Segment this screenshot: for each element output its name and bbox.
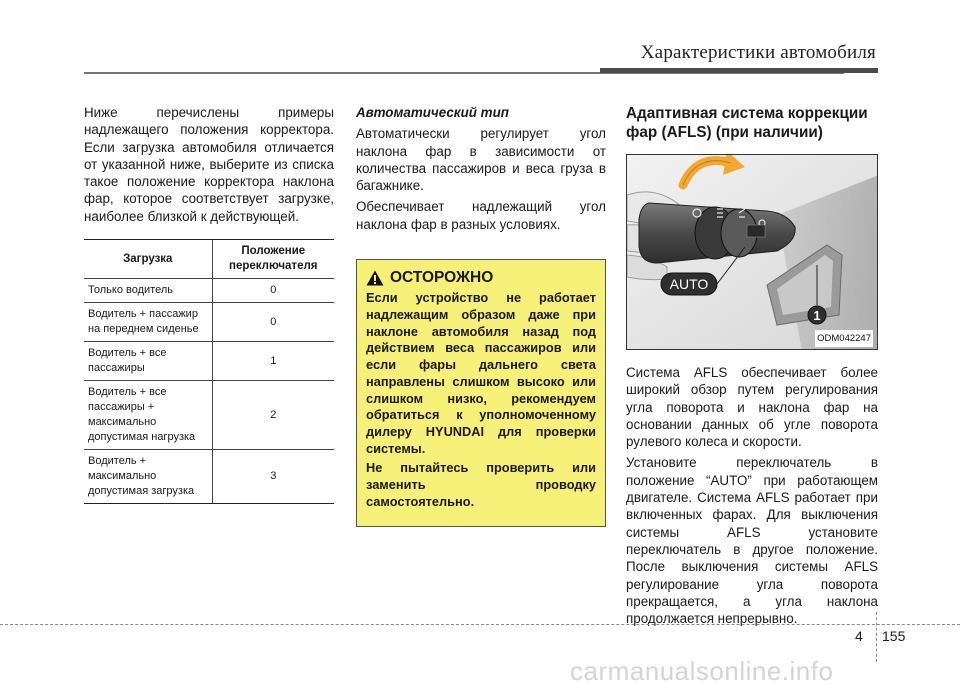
afls-paragraph-1: Система AFLS обеспечивает более широкий обзор путем регулирования угла поворота и наклона фар на основании данных об угле поворота рулевого колеса и скорости. [626,365,878,450]
headlamp-switch-illustration [627,155,878,350]
figure-caption: ODM042247 [815,330,873,347]
footer-vertical-divider [876,612,877,662]
auto-type-paragraph-2: Обеспечивает надлежащий угол наклона фар в разных условиях. [356,199,606,232]
table-row [84,303,334,342]
table-cell-position: 0 [212,279,334,303]
page-number: 155 [882,628,906,644]
watermark-text: carmanualsonline.info [570,656,834,686]
footer-dashed-rule [0,624,960,625]
warning-header [366,269,596,286]
header-accent-bar [600,68,878,73]
table-row [84,279,334,303]
table-cell-position: 2 [212,381,334,450]
warning-text-2: Не пытайтесь проверить или заменить проводку самостоятельно. [366,460,596,509]
afls-switch-figure [626,154,878,350]
table-header-load: Загрузка [84,240,212,279]
table-cell-position: 1 [212,342,334,381]
column-left [84,104,334,504]
table-cell-load: Только водитель [84,279,212,303]
column-right [626,104,878,631]
table-cell-load: Водитель + все пассажиры + максимально допустимая нагрузка [84,381,212,450]
page-header-title: Характеристики автомобиля [640,42,876,63]
auto-type-subheading: Автоматический тип [356,105,509,120]
table-cell-load: Водитель + максимально допустимая загрузка [84,450,212,504]
callout-number: 1 [813,308,821,323]
afls-paragraph-2: Установите переключатель в положение “AUTO” при работающем двигателе. Система AFLS работает при включенных фарах. Для выключения системы AFLS установите переключатель в другое положение. После выключения системы AFLS регулирование угла поворота прекращается, а угла наклона продолжается непрерывно. [626,455,878,627]
table-header-row [84,240,334,279]
warning-triangle-icon [366,270,384,286]
table-cell-load: Водитель + пассажир на переднем сиденье [84,303,212,342]
table-row [84,450,334,504]
table-header-position: Положение переключателя [212,240,334,279]
intro-paragraph: Ниже перечислены примеры надлежащего положения корректора. Если загрузка автомобиля отличается от указанной ниже, выберите из списка такое положение корректора наклона фар, которое соответствует загрузке, наиболее близкой к действующей. [84,105,334,224]
warning-text-1: Если устройство не работает надлежащим образом даже при наклоне автомобиля назад под действием веса пассажиров или если фары дальнего света направлены слишком высоко или слишком низко, рекомендуем обратиться к уполномоченному дилеру HYUNDAI для проверки системы. [366,290,596,456]
table-cell-position: 0 [212,303,334,342]
warning-title: ОСТОРОЖНО [390,269,494,287]
table-cell-load: Водитель + все пассажиры [84,342,212,381]
load-table [84,239,334,504]
column-middle [356,104,606,527]
warning-box [356,259,606,526]
auto-type-paragraph-1: Автоматически регулирует угол наклона фар в зависимости от количества пассажиров и веса груза в багажнике. [356,126,606,194]
chapter-number: 4 [855,628,863,644]
afls-heading: Адаптивная система коррекции фар (AFLS) (при наличии) [626,105,868,141]
auto-label: AUTO [669,276,709,292]
table-row [84,381,334,450]
table-cell-position: 3 [212,450,334,504]
table-row [84,342,334,381]
